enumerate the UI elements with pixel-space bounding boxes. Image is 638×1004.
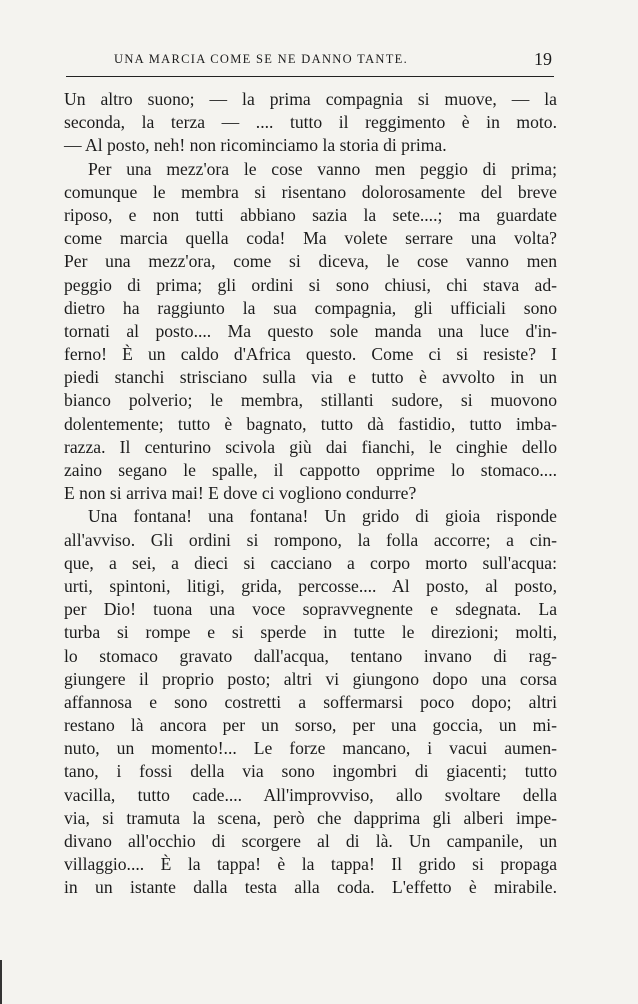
text-line: comunque le membra si risentano dolorosamente del breve [64,181,557,202]
page-number: 19 [534,49,552,69]
text-line: villaggio.... È la tappa! è la tappa! Il grido si propaga [64,854,557,875]
text-line: dietro ha raggiunto la sua compagnia, gli ufficiali sono [64,297,557,318]
page-header [66,50,556,70]
text-line: Per una mezz'ora, come si diceva, le cose vanno men [64,251,557,272]
text-line: que, a sei, a dieci si cacciano a corpo morto sull'acqua: [64,552,557,573]
text-line: seconda, la terza — .... tutto il reggimento è in moto. [64,112,557,133]
text-line: vacilla, tutto cade.... All'improvviso, allo svoltare della [64,784,557,805]
text-line: Per una mezz'ora le cose vanno men peggio di prima; [88,158,557,179]
text-line: tano, i fossi della via sono ingombri di giacenti; tutto [64,761,557,782]
text-line: all'avviso. Gli ordini si rompono, la folla accorre; a cin- [64,529,557,550]
text-line: via, si tramuta la scena, però che dapprima gli alberi impe- [64,807,557,828]
text-line: E non si arriva mai! E dove ci vogliono condurre? [64,483,417,504]
text-line: per Dio! tuona una voce sopravvegnente e sdegnata. La [64,599,557,620]
text-line: nuto, un momento!... Le forze mancano, i vacui aumen- [64,738,557,759]
text-line: ferno! È un caldo d'Africa questo. Come ci si resiste? I [64,344,557,365]
running-title: UNA MARCIA COME SE NE DANNO TANTE. [114,52,409,66]
text-line: lo stomaco gravato dall'acqua, tentano invano di rag- [64,645,557,666]
text-line: in un istante dalla testa alla coda. L'effetto è mirabile. [64,877,557,898]
text-line: Una fontana! una fontana! Un grido di gioia risponde [88,506,557,527]
text-line: come marcia quella coda! Ma volete serrare una volta? [64,228,557,249]
page-edge-mark [0,960,2,1004]
text-line: dolentemente; tutto è bagnato, tutto dà fastidio, tutto imba- [64,413,557,434]
text-line: affannosa e sono costretti a soffermarsi poco dopo; altri [64,691,557,712]
text-line: giungere il proprio posto; altri vi giungono dopo una corsa [64,668,557,689]
text-line: zaino segano le spalle, il cappotto opprime lo stomaco.... [64,460,557,480]
text-line: — Al posto, neh! non ricominciamo la storia di prima. [64,135,447,156]
header-rule [66,76,554,77]
text-line: tornati al posto.... Ma questo sole manda una luce d'in- [64,320,557,341]
text-line: restano là ancora per un sorso, per una goccia, un mi- [64,715,557,736]
text-line: razza. Il centurino scivola giù dai fianchi, le cinghie dello [64,436,557,457]
text-line: turba si rompe e si sperde in tutte le direzioni; molti, [64,622,557,643]
text-line: piedi stanchi strisciano sulla via e tutto è avvolto in un [64,367,557,388]
text-line: divano all'occhio di scorgere al di là. Un campanile, un [64,831,557,851]
text-line: peggio di prima; gli ordini si sono chiusi, chi stava ad- [64,274,557,295]
text-line: bianco polverio; le membra, stillanti sudore, si muovono [64,390,557,411]
text-line: riposo, e non tutti abbiano sazia la sete....; ma guardate [64,204,557,225]
text-line: urti, spintoni, litigi, grida, percosse.... Al posto, al posto, [64,575,557,596]
text-line: Un altro suono; — la prima compagnia si muove, — la [64,89,557,109]
body-text [64,88,557,900]
